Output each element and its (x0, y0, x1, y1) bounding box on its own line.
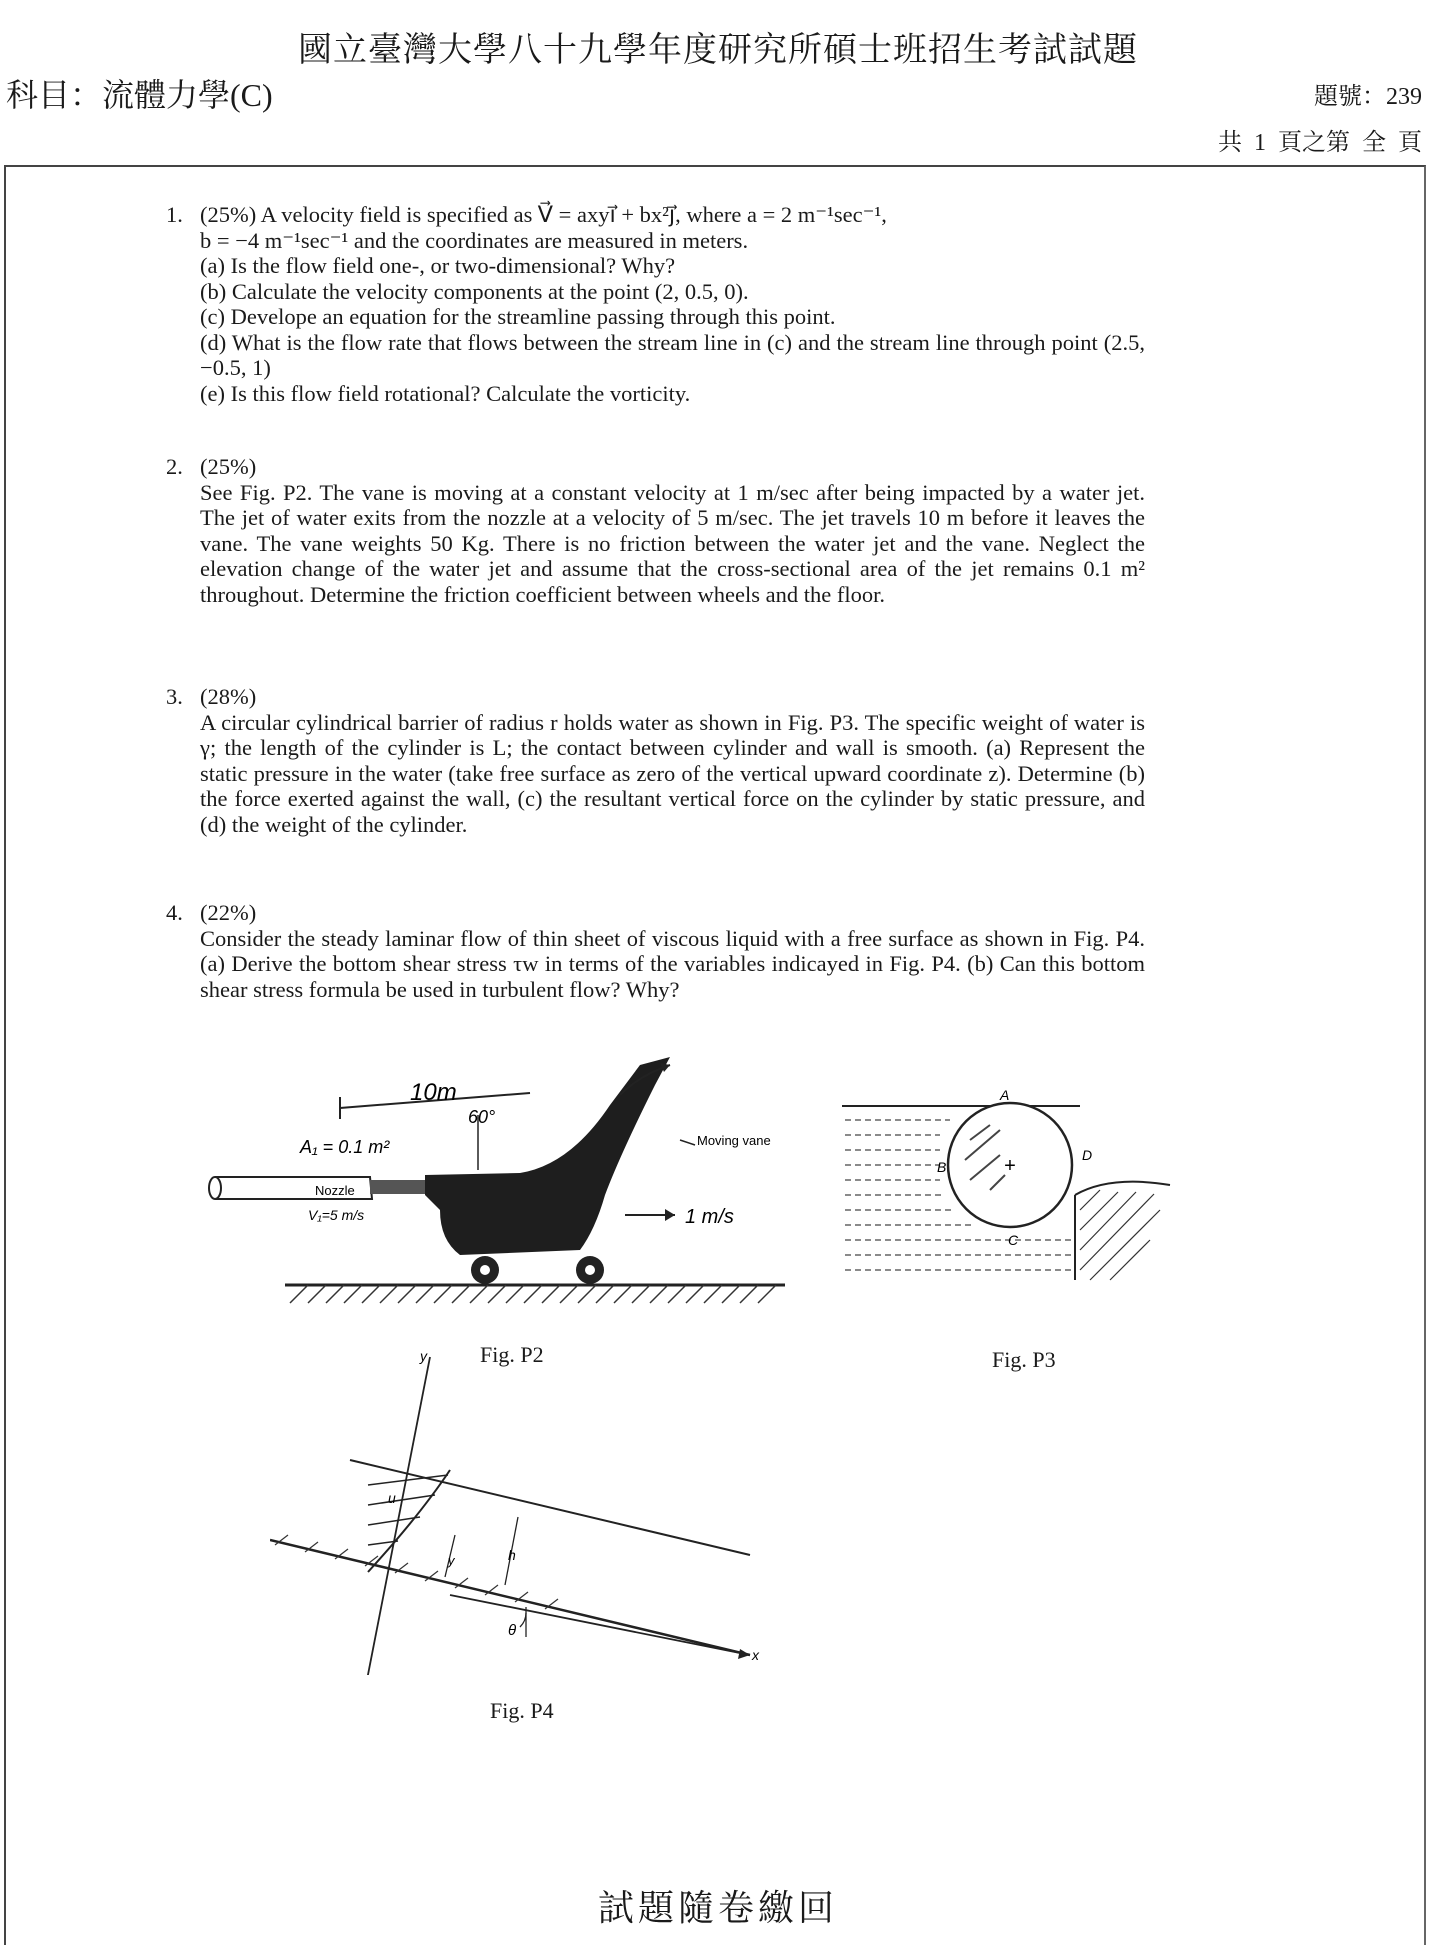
question-line: (b) Calculate the velocity components at the point (2, 0.5, 0). (200, 278, 749, 304)
nozzle-label: Nozzle (315, 1183, 355, 1198)
vane-speed-label: 1 m/s (685, 1206, 734, 1228)
page-count: 共 1 頁之第 全 頁 (1218, 130, 1422, 156)
moving-vane-label: Moving vane (697, 1133, 771, 1148)
figure-p3 (840, 1080, 1180, 1290)
question-text: Consider the steady laminar flow of thin sheet of viscous liquid with a free surface as shown in Fig. P4. (a) Derive the bottom shear stress τw in terms of the variables indicayed in Fig. P4. (b) Can this bottom shear stress formula be used in turbulent flow? Why? (200, 925, 1145, 1002)
distance-label: 10m (410, 1079, 457, 1106)
question-code: 題號：239 (1314, 84, 1422, 110)
subject-label: 科目：流體力學(C) (6, 77, 273, 113)
question-text: A circular cylindrical barrier of radius r holds water as shown in Fig. P3. The specific weight of water is γ; the length of the cylinder is L; the contact between cylinder and wall is smooth. (a) Represent the static pressure in the water (take free surface as zero of the vertical upward coordinate z). Determine (b) the force exerted against the wall, (c) the resultant vertical force on the cylinder by static pressure, and (d) the weight of the cylinder. (200, 709, 1145, 837)
y-inner-label: y (448, 1553, 455, 1568)
x-axis-label: x (752, 1647, 759, 1663)
fig-p2-caption: Fig. P2 (480, 1342, 544, 1367)
fig-p3-caption: Fig. P3 (992, 1347, 1056, 1372)
point-c-label: C (1008, 1232, 1019, 1248)
velocity-label: V₁=5 m/s (308, 1207, 365, 1223)
question-number: 4. (166, 900, 183, 925)
question-1 (166, 202, 1145, 406)
fig-p4-caption: Fig. P4 (490, 1698, 554, 1723)
question-line: (d) What is the flow rate that flows between the stream line in (c) and the stream line through point (2.5, −0.5, 1) (200, 329, 1145, 380)
question-line: (e) Is this flow field rotational? Calculate the vorticity. (200, 380, 691, 406)
angle-label: 60° (468, 1107, 496, 1127)
question-2 (166, 454, 1145, 607)
area-label: A₁ = 0.1 m² (300, 1137, 390, 1157)
h-label: h (508, 1547, 516, 1563)
figure-p2 (200, 1045, 800, 1355)
u-label: u (388, 1490, 396, 1506)
y-axis-label: y (420, 1348, 427, 1364)
svg-text:+: + (1004, 1155, 1016, 1177)
question-line: (c) Develope an equation for the streamline passing through this point. (200, 304, 836, 329)
question-line: (25%) A velocity field is specified as V⃗ = axyi⃗ + bx²j⃗, where a = 2 m⁻¹sec⁻¹, (200, 202, 887, 227)
question-number: 3. (166, 684, 183, 709)
question-number: 1. (166, 202, 183, 227)
question-weight: (22%) (200, 900, 257, 925)
point-a-label: A (1000, 1087, 1010, 1103)
question-weight: (25%) (200, 454, 257, 479)
figure-p4 (270, 1345, 770, 1675)
question-text: See Fig. P2. The vane is moving at a constant velocity at 1 m/sec after being impacted by a water jet. The jet of water exits from the nozzle at a velocity of 5 m/sec. The jet travels 10 m before it leaves the vane. The vane weights 50 Kg. There is no friction between the water jet and the vane. Neglect the elevation change of the water jet and assume that the cross-sectional area of the jet remains 0.1 m² throughout. Determine the friction coefficient between wheels and the floor. (200, 479, 1145, 607)
footer-note: 試題隨卷繳回 (597, 1888, 838, 1928)
question-number: 2. (166, 454, 183, 479)
point-b-label: B (937, 1159, 947, 1175)
question-line: (a) Is the flow field one-, or two-dimensional? Why? (200, 253, 676, 278)
point-d-label: D (1082, 1147, 1093, 1163)
question-line: b = −4 m⁻¹sec⁻¹ and the coordinates are measured in meters. (200, 227, 749, 253)
question-4 (166, 900, 1145, 1002)
theta-label: θ (508, 1622, 517, 1639)
question-weight: (28%) (200, 684, 257, 709)
question-3 (166, 684, 1145, 837)
exam-title: 國立臺灣大學八十九學年度研究所碩士班招生考試試題 (298, 32, 1138, 69)
